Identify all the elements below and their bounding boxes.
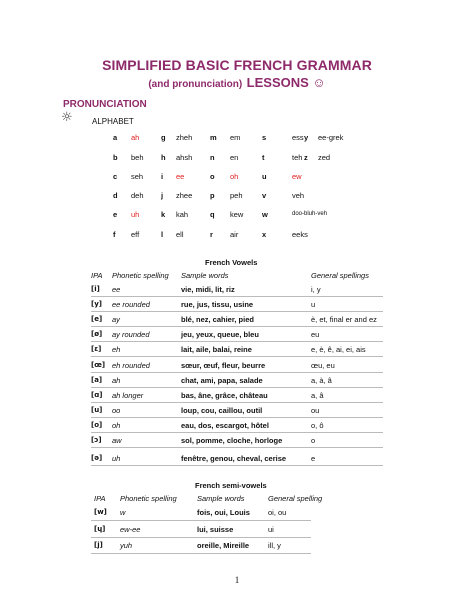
phonetic-spelling: eh [112, 345, 121, 354]
alphabet-letter: q [210, 210, 215, 219]
general-spellings: e, è, ê, ai, ei, ais [311, 345, 366, 354]
alphabet-pronunciation: beh [131, 153, 144, 162]
sample-words: loup, cou, caillou, outil [181, 406, 263, 415]
phonetic-spelling: yuh [120, 541, 133, 550]
column-header: Phonetic spelling [112, 271, 169, 280]
column-header: General spellings [311, 271, 369, 280]
alphabet-pronunciation: doo-bluh-veh [292, 211, 328, 217]
sample-words: vie, midi, lit, riz [181, 285, 235, 294]
pronunciation-heading: PRONUNCIATION [63, 99, 147, 110]
vowels-table-title: French Vowels [205, 258, 258, 267]
alphabet-letter: r [210, 230, 213, 239]
ipa-symbol: [ə] [91, 454, 103, 462]
alphabet-letter: k [161, 210, 166, 219]
ipa-symbol: [ɛ] [91, 345, 102, 353]
ipa-symbol: [a] [91, 376, 103, 384]
sample-words: sœur, œuf, fleur, beurre [181, 361, 266, 370]
general-spelling: oi, ou [268, 508, 287, 517]
sample-words: rue, jus, tissu, usine [181, 300, 254, 309]
general-spellings: è, et, final er and ez [311, 315, 377, 324]
alphabet-pronunciation: kah [176, 210, 189, 219]
alphabet-pronunciation: eeks [292, 230, 308, 239]
general-spellings: u [311, 300, 316, 309]
row-divider [91, 326, 383, 327]
column-header: General spelling [268, 494, 323, 503]
column-header: Sample words [181, 271, 229, 280]
general-spellings: o [311, 436, 316, 445]
alphabet-letter: n [210, 153, 215, 162]
column-header: IPA [91, 271, 103, 280]
general-spellings: o, ô [311, 421, 324, 430]
row-divider [91, 520, 311, 521]
phonetic-spelling: oo [112, 406, 121, 415]
alphabet-letter: w [262, 210, 268, 219]
alphabet-pronunciation: ee-grek [318, 133, 344, 142]
column-header: Phonetic spelling [120, 494, 177, 503]
subtitle-small: (and pronunciation) [148, 79, 243, 90]
phonetic-spelling: ee [112, 285, 121, 294]
alphabet-letter: x [262, 230, 267, 239]
alphabet-letter: t [262, 153, 265, 162]
alphabet-pronunciation: ess [292, 133, 304, 142]
alphabet-letter: a [113, 133, 118, 142]
alphabet-pronunciation: eff [131, 230, 140, 239]
alphabet-letter: c [113, 172, 118, 181]
sample-words: lui, suisse [197, 525, 234, 534]
sample-words: bas, âne, grâce, château [181, 391, 268, 400]
alphabet-letter: g [161, 133, 166, 142]
ipa-symbol: [ɥ] [94, 525, 106, 533]
phonetic-spelling: ay rounded [112, 330, 150, 339]
page-title: SIMPLIFIED BASIC FRENCH GRAMMAR [102, 57, 372, 73]
sample-words: chat, ami, papa, salade [181, 376, 263, 385]
alphabet-pronunciation: uh [131, 210, 140, 219]
phonetic-spelling: w [120, 508, 126, 517]
alphabet-pronunciation: zed [318, 153, 331, 162]
phonetic-spelling: aw [112, 436, 122, 445]
sample-words: jeu, yeux, queue, bleu [181, 330, 259, 339]
row-divider [91, 465, 383, 466]
sun-icon: ☼ [61, 110, 73, 125]
alphabet-pronunciation: ew [292, 172, 302, 181]
row-divider [91, 417, 383, 418]
row-divider [91, 432, 383, 433]
alphabet-letter: d [113, 191, 118, 200]
alphabet-letter: z [304, 153, 308, 162]
alphabet-pronunciation: teh [292, 153, 303, 162]
alphabet-pronunciation: oh [230, 172, 239, 181]
general-spellings: i, y [311, 285, 321, 294]
row-divider [91, 402, 383, 403]
row-divider [91, 311, 383, 312]
alphabet-letter: o [210, 172, 215, 181]
ipa-symbol: [u] [91, 406, 103, 414]
row-divider [91, 553, 311, 554]
phonetic-spelling: oh [112, 421, 121, 430]
row-divider [91, 372, 383, 373]
row-divider [91, 387, 383, 388]
alphabet-letter: v [262, 191, 267, 200]
alphabet-letter: f [113, 230, 116, 239]
sample-words: eau, dos, escargot, hôtel [181, 421, 269, 430]
phonetic-spelling: ah [112, 376, 121, 385]
general-spellings: a, à, â [311, 376, 332, 385]
alphabet-pronunciation: ah [131, 133, 140, 142]
page-number: 1 [234, 575, 240, 585]
general-spelling: ui [268, 525, 274, 534]
alphabet-letter: m [210, 133, 217, 142]
phonetic-spelling: ah longer [112, 391, 144, 400]
row-divider [91, 296, 383, 297]
row-divider [91, 447, 383, 448]
semivowels-table-title: French semi-vowels [195, 481, 267, 490]
alphabet-pronunciation: kew [230, 210, 244, 219]
ipa-symbol: [w] [94, 508, 107, 516]
alphabet-pronunciation: ee [176, 172, 185, 181]
alphabet-pronunciation: zhee [176, 191, 193, 200]
general-spellings: ou [311, 406, 320, 415]
alphabet-pronunciation: em [230, 133, 241, 142]
sample-words: blé, nez, cahier, pied [181, 315, 254, 324]
alphabet-letter: h [161, 153, 166, 162]
subtitle-lessons: LESSONS ☺ [246, 75, 326, 90]
alphabet-pronunciation: zheh [176, 133, 193, 142]
phonetic-spelling: ee rounded [112, 300, 150, 309]
sample-words: lait, aile, balai, reine [181, 345, 252, 354]
sample-words: sol, pomme, cloche, horloge [181, 436, 283, 445]
column-header: IPA [94, 494, 106, 503]
ipa-symbol: [i] [91, 285, 100, 293]
alphabet-letter: j [161, 191, 164, 200]
sample-words: fenêtre, genou, cheval, cerise [181, 454, 287, 463]
ipa-symbol: [ɑ] [91, 391, 103, 399]
alphabet-pronunciation: ahsh [176, 153, 193, 162]
alphabet-letter: s [262, 133, 267, 142]
ipa-symbol: [o] [91, 421, 103, 429]
row-divider [91, 341, 383, 342]
alphabet-letter: l [161, 230, 164, 239]
alphabet-letter: p [210, 191, 215, 200]
phonetic-spelling: ay [112, 315, 120, 324]
alphabet-pronunciation: veh [292, 191, 305, 200]
sample-words: fois, oui, Louis [197, 508, 250, 517]
alphabet-letter: e [113, 210, 118, 219]
general-spelling: ill, y [268, 541, 281, 550]
general-spellings: œu, eu [311, 361, 335, 370]
alphabet-letter: b [113, 153, 118, 162]
general-spellings: eu [311, 330, 320, 339]
alphabet-pronunciation: air [230, 230, 239, 239]
alphabet-letter: u [262, 172, 267, 181]
ipa-symbol: [y] [91, 300, 102, 308]
ipa-symbol: [œ] [91, 361, 106, 369]
phonetic-spelling: uh [112, 454, 121, 463]
alphabet-pronunciation: en [230, 153, 239, 162]
row-divider [91, 537, 311, 538]
alphabet-pronunciation: seh [131, 172, 144, 181]
column-header: Sample words [197, 494, 245, 503]
alphabet-pronunciation: deh [131, 191, 144, 200]
ipa-symbol: [ø] [91, 330, 103, 338]
alphabet-label: ALPHABET [92, 117, 134, 126]
general-spellings: a, â [311, 391, 324, 400]
page-subtitle [0, 74, 474, 92]
sample-words: oreille, Mireille [197, 541, 250, 550]
alphabet-pronunciation: ell [176, 230, 184, 239]
phonetic-spelling: ew-ee [120, 525, 141, 534]
phonetic-spelling: eh rounded [112, 361, 150, 370]
alphabet-letter: y [304, 133, 309, 142]
row-divider [91, 356, 383, 357]
ipa-symbol: [j] [94, 541, 103, 549]
alphabet-letter: i [161, 172, 164, 181]
ipa-symbol: [ɔ] [91, 436, 102, 444]
general-spellings: e [311, 454, 316, 463]
ipa-symbol: [e] [91, 315, 103, 323]
alphabet-pronunciation: peh [230, 191, 243, 200]
